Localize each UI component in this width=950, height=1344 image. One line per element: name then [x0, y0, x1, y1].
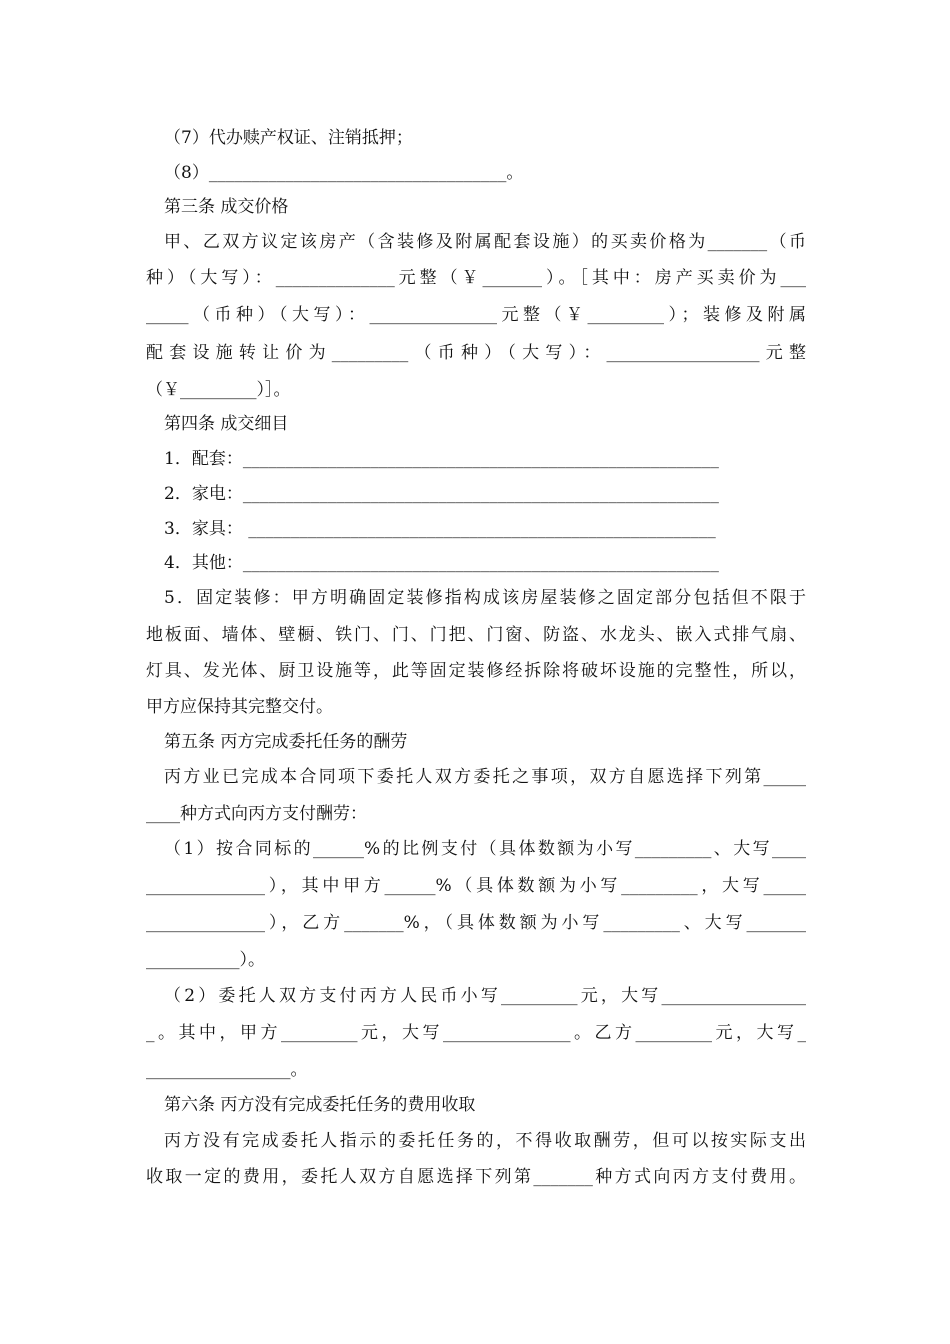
price-paragraph-line-5: （￥_________）］。: [146, 380, 291, 400]
detail-item-1: 1．配套：________________________________________________________: [164, 449, 719, 469]
reward-option-2-line-1: （2）委托人双方支付丙方人民币小写_________元，大写_________________: [164, 986, 806, 1006]
reward-option-1-line-2: ______________），其中甲方______%（具体数额为小写_________，大写_____: [146, 876, 806, 896]
detail-item-5-line-2: 地板面、墙体、壁橱、铁门、门、门把、门窗、防盗、水龙头、嵌入式排气扇、: [146, 625, 806, 645]
article-5-heading: 第五条 丙方完成委托任务的酬劳: [164, 732, 408, 752]
fee-paragraph-line-2: 收取一定的费用，委托人双方自愿选择下列第_______种方式向丙方支付费用。: [146, 1167, 806, 1187]
reward-paragraph-line-2: ____种方式向丙方支付酬劳：: [146, 804, 367, 824]
detail-item-4: 4．其他：________________________________________________________: [164, 553, 719, 573]
reward-option-1-line-3: ______________），乙方_______%，（具体数额为小写_________、大写_______: [146, 913, 806, 933]
detail-item-5-line-1: 5．固定装修：甲方明确固定装修指构成该房屋装修之固定部分包括但不限于: [164, 588, 806, 608]
detail-item-2: 2．家电：________________________________________________________: [164, 484, 719, 504]
price-paragraph-line-4: 配套设施转让价为_________（币种）（大写）：__________________元整: [146, 343, 806, 363]
reward-option-2-line-2: _。其中，甲方_________元，大写_______________。乙方_________元，大写_: [146, 1023, 806, 1043]
price-paragraph-line-3: _____（币种）（大写）：_______________元整（￥_________）；装修及附属: [146, 305, 806, 325]
detail-item-5-line-4: 甲方应保持其完整交付。: [146, 697, 333, 717]
detail-item-5-line-3: 灯具、发光体、厨卫设施等，此等固定装修经拆除将破坏设施的完整性，所以，: [146, 661, 806, 681]
clause-item-8: （8）___________________________________。: [164, 163, 524, 183]
article-6-heading: 第六条 丙方没有完成委托任务的费用收取: [164, 1095, 476, 1115]
article-4-heading: 第四条 成交细目: [164, 414, 289, 434]
reward-option-1-line-1: （1）按合同标的______%的比例支付（具体数额为小写_________、大写____: [164, 839, 806, 859]
price-paragraph-line-1: 甲、乙双方议定该房产（含装修及附属配套设施）的买卖价格为_______（币: [164, 232, 806, 252]
detail-item-3: 3．家具： _______________________________________________________: [164, 519, 716, 539]
reward-option-2-line-3: _________________。: [146, 1060, 308, 1080]
article-3-heading: 第三条 成交价格: [164, 197, 289, 217]
clause-item-7: （7）代办赎产权证、注销抵押；: [164, 128, 413, 148]
reward-paragraph-line-1: 丙方业已完成本合同项下委托人双方委托之事项，双方自愿选择下列第_____: [164, 767, 806, 787]
fee-paragraph-line-1: 丙方没有完成委托人指示的委托任务的，不得收取酬劳，但可以按实际支出: [164, 1131, 806, 1151]
price-paragraph-line-2: 种）（大写）：______________元整（￥_______）。［其中：房产买卖价为___: [146, 268, 806, 288]
reward-option-1-line-4: ___________）。: [146, 950, 265, 970]
